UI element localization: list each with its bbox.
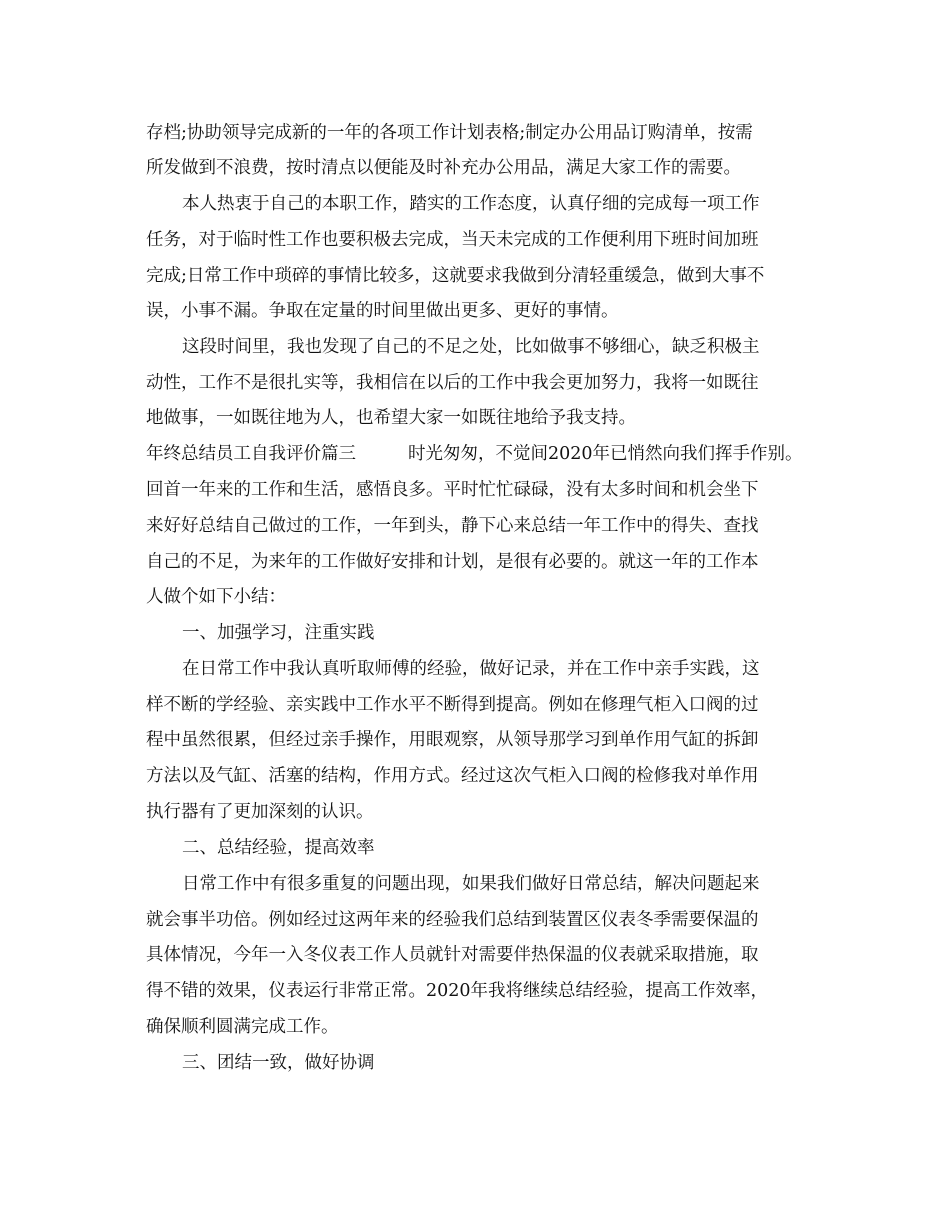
section-title: 年终总结员工自我评价篇三 bbox=[146, 444, 356, 464]
text-line: 得不错的效果，仪表运行非常正常。2020年我将继续总结经验，提高工作效率， bbox=[146, 981, 769, 1001]
text-line: 日常工作中有很多重复的问题出现，如果我们做好日常总结，解决问题起来 bbox=[182, 874, 760, 894]
text-line: 样不断的学经验、亲实践中工作水平不断得到提高。例如在修理气柜入口阀的过 bbox=[146, 695, 759, 715]
text-line: 所发做到不浪费，按时清点以便能及时补充办公用品，满足大家工作的需要。 bbox=[146, 158, 741, 178]
section-title-line bbox=[146, 443, 803, 465]
opening-sentence: 时光匆匆，不觉间2020年已悄然向我们挥手作别。 bbox=[408, 444, 803, 464]
text-line: 地做事，一如既往地为人，也希望大家一如既往地给予我支持。 bbox=[146, 408, 636, 428]
text-line: 这段时间里，我也发现了自己的不足之处，比如做事不够细心，缺乏积极主 bbox=[182, 337, 760, 357]
text-line: 本人热衷于自己的本职工作，踏实的工作态度，认真仔细的完成每一项工作 bbox=[182, 194, 760, 214]
text-line: 执行器有了更加深刻的认识。 bbox=[146, 802, 374, 822]
text-line: 具体情况，今年一入冬仪表工作人员就针对需要伴热保温的仪表就采取措施，取 bbox=[146, 945, 759, 965]
text-line: 动性，工作不是很扎实等，我相信在以后的工作中我会更加努力，我将一如既往 bbox=[146, 373, 759, 393]
text-line: 程中虽然很累，但经过亲手操作，用眼观察，从领导那学习到单作用气缸的拆卸 bbox=[146, 730, 759, 750]
text-line: 人做个如下小结： bbox=[146, 587, 286, 607]
text-line: 回首一年来的工作和生活，感悟良多。平时忙忙碌碌，没有太多时间和机会坐下 bbox=[146, 480, 759, 500]
text-line: 确保顺利圆满完成工作。 bbox=[146, 1017, 339, 1037]
text-line: 误，小事不漏。争取在定量的时间里做出更多、更好的事情。 bbox=[146, 301, 619, 321]
text-line: 方法以及气缸、活塞的结构，作用方式。经过这次气柜入口阀的检修我对单作用 bbox=[146, 766, 759, 786]
subheading: 三、团结一致，做好协调 bbox=[182, 1053, 375, 1073]
text-line: 存档;协助领导完成新的一年的各项工作计划表格;制定办公用品订购清单，按需 bbox=[146, 123, 753, 143]
text-line: 来好好总结自己做过的工作，一年到头，静下心来总结一年工作中的得失、查找 bbox=[146, 516, 759, 536]
text-line: 完成;日常工作中琐碎的事情比较多，这就要求我做到分清轻重缓急，做到大事不 bbox=[146, 266, 765, 286]
text-line: 在日常工作中我认真听取师傅的经验，做好记录，并在工作中亲手实践，这 bbox=[182, 659, 760, 679]
subheading: 二、总结经验，提高效率 bbox=[182, 838, 375, 858]
text-line: 就会事半功倍。例如经过这两年来的经验我们总结到装置区仪表冬季需要保温的 bbox=[146, 910, 759, 930]
subheading: 一、加强学习，注重实践 bbox=[182, 623, 375, 643]
text-line: 自己的不足，为来年的工作做好安排和计划，是很有必要的。就这一年的工作本 bbox=[146, 552, 759, 572]
text-line: 任务，对于临时性工作也要积极去完成，当天未完成的工作便利用下班时间加班 bbox=[146, 230, 759, 250]
